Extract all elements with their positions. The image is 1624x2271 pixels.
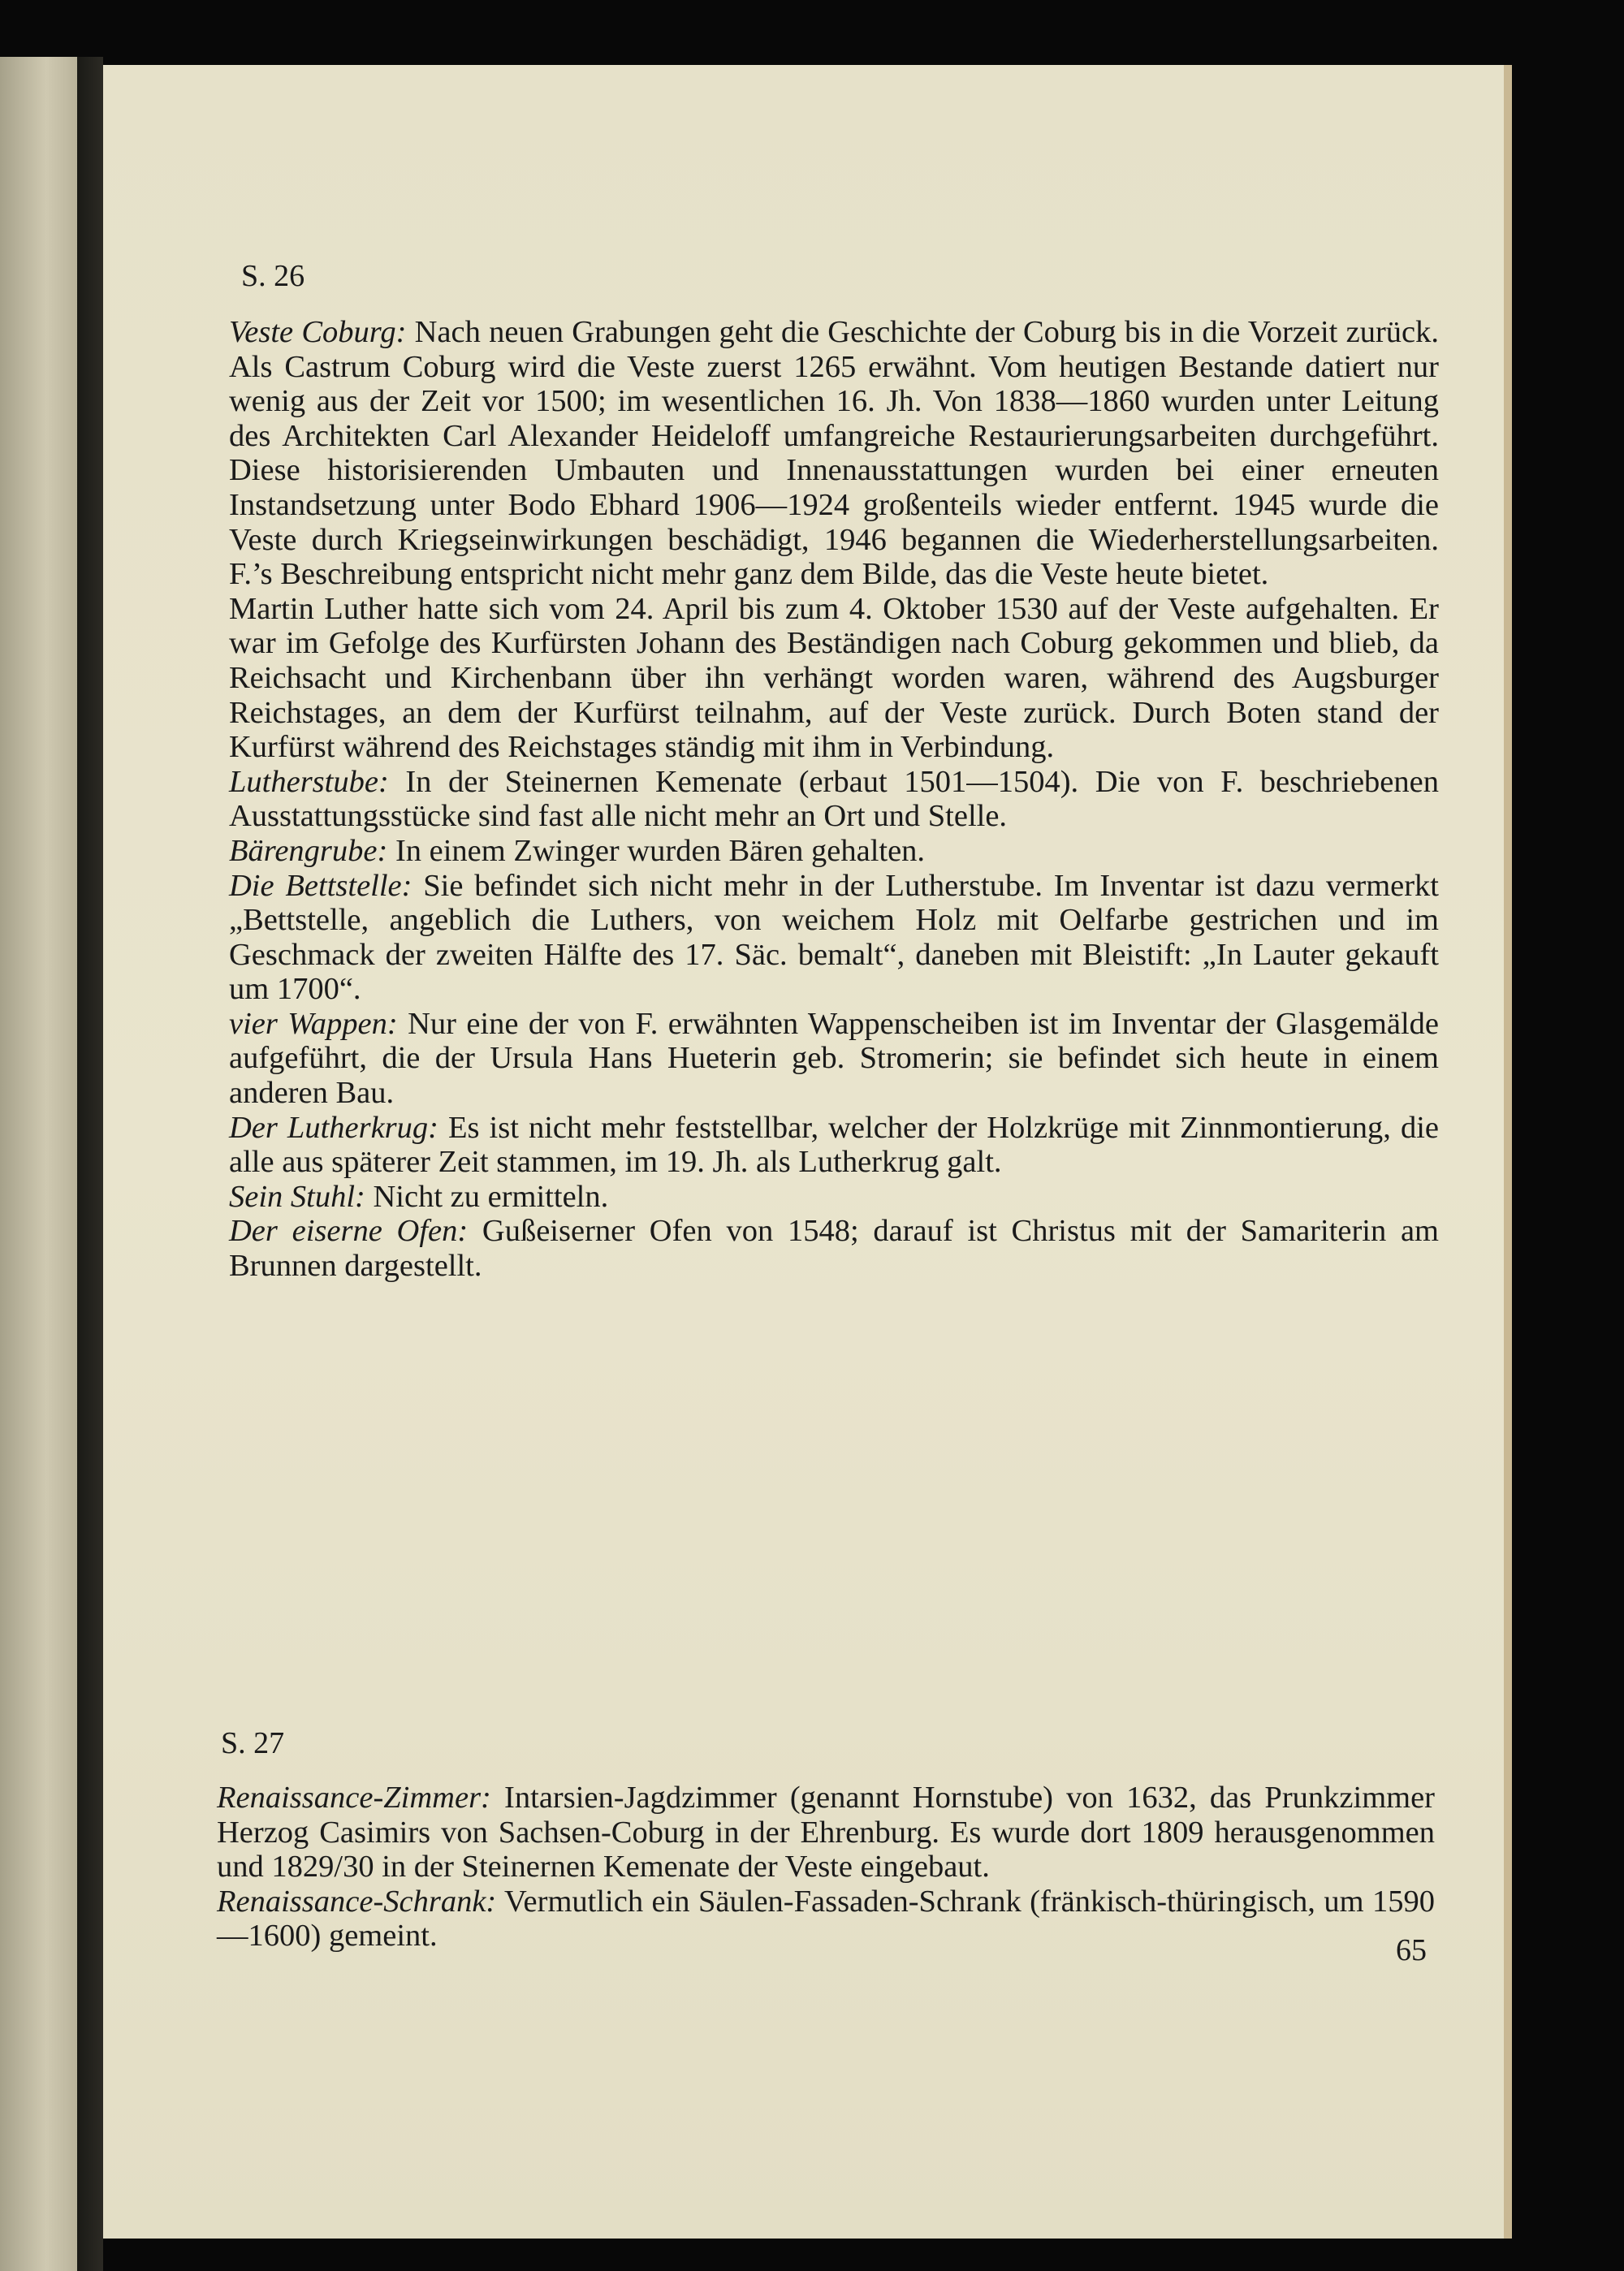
section-heading-s27: S. 27: [221, 1726, 285, 1760]
section-s27-body: [217, 1781, 1435, 1954]
entry-vier-wappen: vier Wappen: Nur eine der von F. erwähnten Wappenscheiben ist im Inventar der Glasgemälde aufgeführt, die der Ursula Hans Hueterin geb. Stromerin; sie befindet sich heute in einem anderen Bau.: [229, 1006, 1439, 1111]
entry-baerengrube: Bärengrube: In einem Zwinger wurden Bären gehalten.: [229, 833, 926, 868]
entry-veste-coburg: Veste Coburg: Nach neuen Grabungen geht die Geschichte der Coburg bis in die Vorzeit zurück. Als Castrum Coburg wird die Veste zuerst 1265 erwähnt. Vom heutigen Bestande datiert nur wenig aus der Zeit vor 1500; im wesentlichen 16. Jh. Von 1838—1860 wurden unter Leitung des Architekten Carl Alexander Heideloff umfangreiche Restaurierungsarbeiten durchgeführt. Diese historisierenden Umbauten und Innenausstattungen wurden bei einer erneuten Instandsetzung unter Bodo Ebhard 1906—1924 großenteils wieder entfernt. 1945 wurde die Veste durch Kriegseinwirkungen beschädigt, 1946 begannen die Wiederherstellungsarbeiten. F.’s Beschreibung entspricht nicht mehr ganz dem Bilde, das die Veste heute bietet.: [229, 315, 1439, 592]
previous-page-edge: [0, 57, 77, 2271]
page-number: 65: [1396, 1933, 1427, 1967]
entry-lutherkrug: Der Lutherkrug: Es ist nicht mehr feststellbar, welcher der Holzkrüge mit Zinnmontierung, die alle aus späterer Zeit stammen, im 19. Jh. als Lutherkrug galt.: [229, 1110, 1439, 1180]
section-s26-body: [229, 315, 1439, 1284]
book-page: [103, 65, 1512, 2239]
entry-eiserne-ofen: Der eiserne Ofen: Gußeiserner Ofen von 1548; darauf ist Christus mit der Samariterin am Brunnen dargestellt.: [229, 1214, 1439, 1284]
entry-renaissance-zimmer: Renaissance-Zimmer: Intarsien-Jagdzimmer (genannt Hornstube) von 1632, das Prunkzimmer Herzog Casimirs von Sachsen-Coburg in der Ehrenburg. Es wurde dort 1809 herausgenommen und 1829/30 in der Steinernen Kemenate der Veste eingebaut.: [217, 1781, 1435, 1885]
entry-bettstelle: Die Bettstelle: Sie befindet sich nicht mehr in der Lutherstube. Im Inventar ist dazu vermerkt „Bettstelle, angeblich die Luthers, von weichem Holz mit Oelfarbe gestrichen und im Geschmack der zweiten Hälfte des 17. Säc. bemalt“, daneben mit Bleistift: „In Lauter gekauft um 1700“.: [229, 868, 1440, 1007]
book-gutter: [77, 57, 103, 2271]
entry-sein-stuhl: Sein Stuhl: Nicht zu ermitteln.: [229, 1179, 609, 1214]
entry-martin-luther: Martin Luther hatte sich vom 24. April bis zum 4. Oktober 1530 auf der Veste aufgehalten. Er war im Gefolge des Kurfürsten Johann des Beständigen nach Coburg gekommen und blieb, da Reichsacht und Kirchenbann über ihn verhängt worden waren, während des Augsburger Reichstages, an dem der Kurfürst teilnahm, auf der Veste zurück. Durch Boten stand der Kurfürst während des Reichstages ständig mit ihm in Verbindung.: [229, 591, 1439, 765]
section-heading-s26: S. 26: [241, 259, 305, 293]
entry-renaissance-schrank: Renaissance-Schrank: Vermutlich ein Säulen-Fassaden-Schrank (fränkisch-thüringisch, um 1590—1600) gemeint.: [217, 1884, 1435, 1954]
entry-lutherstube: Lutherstube: In der Steinernen Kemenate (erbaut 1501—1504). Die von F. beschriebenen Ausstattungsstücke sind fast alle nicht mehr an Ort und Stelle.: [229, 764, 1439, 834]
